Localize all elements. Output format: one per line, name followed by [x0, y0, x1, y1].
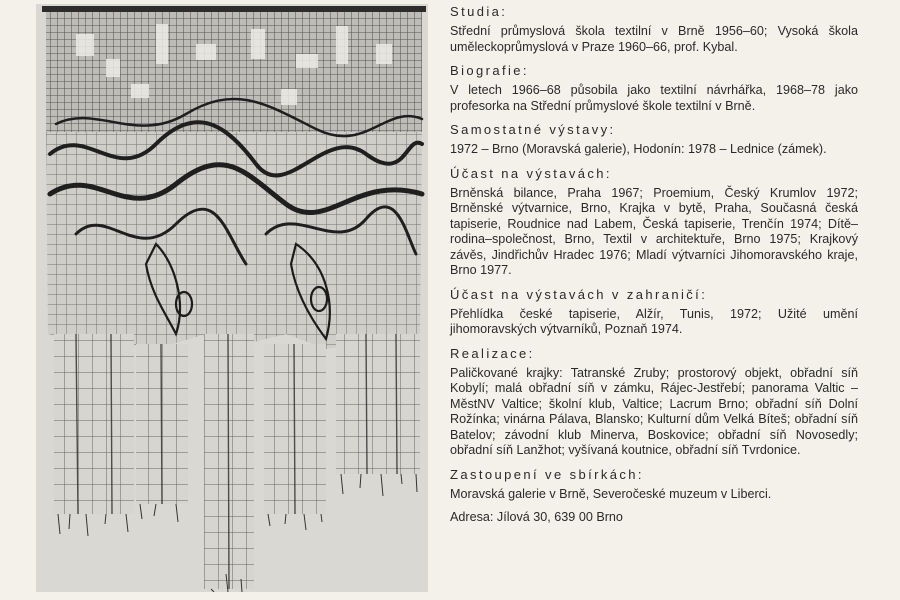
- section-samostatne-vystavy: [450, 122, 858, 158]
- address: Adresa: Jílová 30, 639 00 Brno: [450, 510, 623, 524]
- section-body: 1972 – Brno (Moravská galerie), Hodonín: 1978 – Lednice (zámek).: [450, 142, 827, 156]
- section-ucast-v-zahranici: [450, 287, 858, 338]
- section-heading: Studia:: [450, 4, 508, 19]
- section-biografie: [450, 63, 858, 114]
- section-body: Střední průmyslová škola textilní v Brně 1956–60; Vysoká škola uměleckoprůmyslová v Praze 1960–66, prof. Kybal.: [450, 24, 858, 54]
- section-heading: Účast na výstavách v zahraničí:: [450, 286, 708, 302]
- biography-text: [450, 4, 858, 526]
- section-zastoupeni: [450, 467, 858, 503]
- section-body: Paličkované krajky: Tatranské Zruby; prostorový objekt, obřadní síň Kobylí; malá obřadní síň v zámku, Rájec-Jestřebí; panorama Valtic – MěstNV Valtice; školní klub, Valtice; Lacrum Brno; obřadní síň Dolní Rožínka; vinárna Pálava, Blansko; Kulturní dům Velká Bíteš; obřadní síň Batelov; závodní klub Minerva, Boskovice; obřadní síň Novosedly; obřadní síň Lanžhot; vyšívaná koutnice, obřadní síň Tvrdonice.: [450, 365, 858, 457]
- section-realizace: [450, 346, 858, 459]
- section-heading: Účast na výstavách:: [450, 165, 612, 181]
- section-heading: Realizace:: [450, 345, 535, 361]
- section-heading: Samostatné výstavy:: [450, 122, 616, 137]
- section-body: V letech 1966–68 působila jako textilní návrhářka, 1968–78 jako profesorka na Střední průmyslové škole textilní v Brně.: [450, 83, 858, 113]
- section-body: Přehlídka české tapiserie, Alžír, Tunis, 1972; Užité umění jihomoravských výtvarníků, Poznaň 1974.: [450, 306, 858, 336]
- lace-tapestry-illustration: [36, 4, 428, 592]
- section-ucast-na-vystavach: [450, 166, 858, 279]
- section-body: Brněnská bilance, Praha 1967; Proemium, Český Krumlov 1972; Brněnské výtvarnice, Brno, Krajka v bytě, Praha, Současná česká tapiserie, Roudnice nad Labem, Česká tapiserie, Trenčín 1974; Dítě–rodina–společnost, Brno, Textil v architektuře, Brno 1975; Krajkový závěs, Jindřichův Hradec 1976; Mladí výtvarníci Jihomoravského kraje, Brno 1977.: [450, 185, 858, 277]
- section-heading: Biografie:: [450, 63, 529, 78]
- section-body: Moravská galerie v Brně, Severočeské muzeum v Liberci.: [450, 486, 772, 501]
- section-heading: Zastoupení ve sbírkách:: [450, 466, 644, 482]
- lace-tapestry-photo: [36, 4, 428, 592]
- section-studia: [450, 4, 858, 55]
